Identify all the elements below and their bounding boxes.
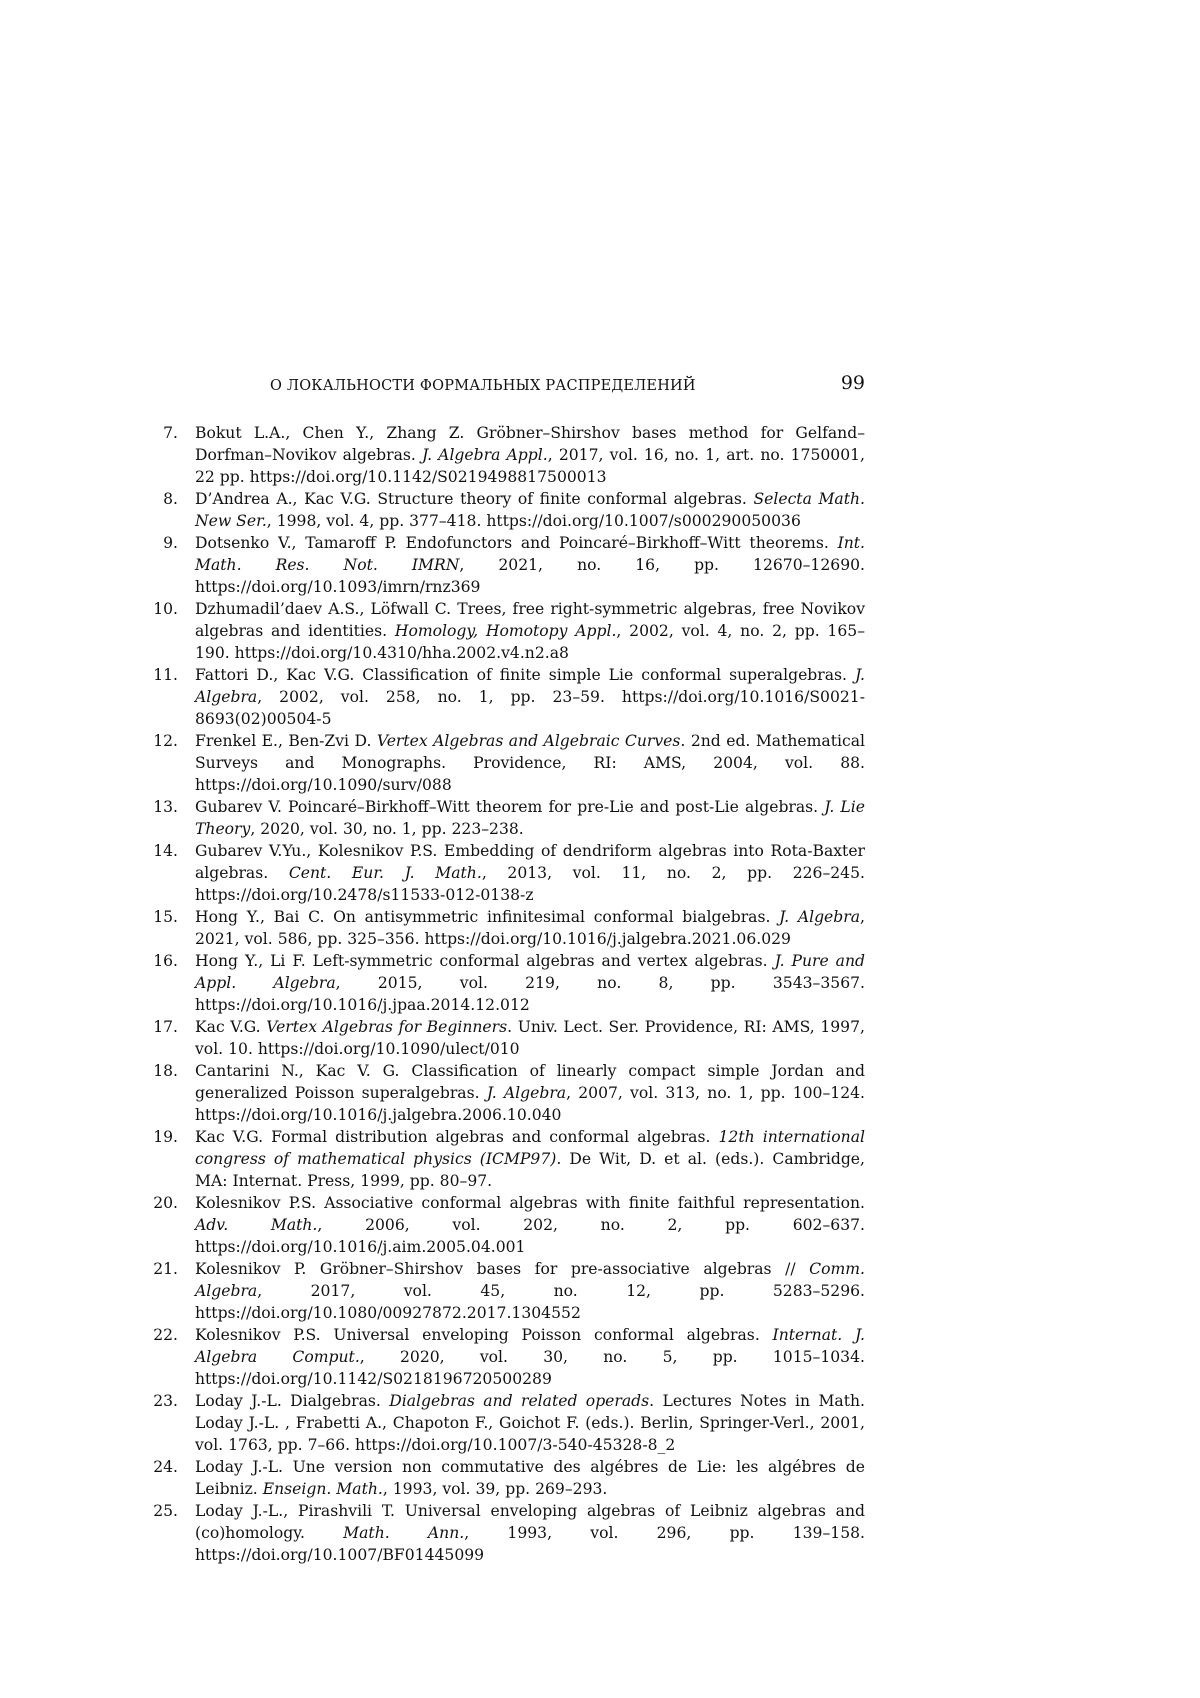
reference-text-segment: , 2017, vol. 45, no. 12, pp. 5283–5296. https://doi.org/10.1080/00927872.2017.1304552 <box>195 1282 865 1322</box>
reference-text-segment: Gubarev V.Yu., Kolesnikov P.S. Embedding of dendriform algebras into Rota-Baxter algebras. <box>195 842 865 882</box>
reference-text <box>195 1016 865 1060</box>
reference-number: 25. <box>153 1502 178 1520</box>
reference-source-title: Enseign. Math. <box>262 1480 383 1498</box>
reference-text-segment: Loday J.-L. Dialgebras. <box>195 1392 390 1410</box>
reference-text-segment: , 1998, vol. 4, pp. 377–418. https://doi.org/10.1007/s000290050036 <box>266 512 801 530</box>
reference-text-segment: , 2013, vol. 11, no. 2, pp. 226–245. https://doi.org/10.2478/s11533-012-0138-z <box>195 864 865 904</box>
reference-item <box>140 598 865 664</box>
reference-text-segment: Fattori D., Kac V.G. Classification of finite simple Lie conformal superalgebras. <box>195 666 855 684</box>
reference-number: 10. <box>153 600 178 618</box>
reference-number: 22. <box>153 1326 178 1344</box>
reference-item <box>140 1324 865 1390</box>
reference-item <box>140 532 865 598</box>
reference-text-segment: Hong Y., Bai C. On antisymmetric infinitesimal conformal bialgebras. <box>195 908 780 926</box>
reference-text-segment: , 2020, vol. 30, no. 5, pp. 1015–1034. https://doi.org/10.1142/S0218196720500289 <box>195 1348 865 1388</box>
reference-text <box>195 1126 865 1192</box>
reference-number: 12. <box>153 732 178 750</box>
reference-text <box>195 1500 865 1566</box>
reference-text-segment: , 1993, vol. 39, pp. 269–293. <box>382 1480 608 1498</box>
reference-source-title: Adv. Math. <box>195 1216 318 1234</box>
reference-number: 13. <box>153 798 178 816</box>
reference-item <box>140 1456 865 1500</box>
reference-number: 20. <box>153 1194 178 1212</box>
page-header <box>195 372 865 402</box>
reference-text-segment: . 2nd ed. Mathematical Surveys and Monographs. Providence, RI: AMS, 2004, vol. 88. https://doi.org/10.1090/surv/088 <box>195 732 865 794</box>
reference-source-title: Dialgebras and related operads <box>389 1392 650 1410</box>
reference-text-segment: Gubarev V. Poincaré–Birkhoff–Witt theorem for pre-Lie and post-Lie algebras. <box>195 798 825 816</box>
reference-number: 18. <box>153 1062 178 1080</box>
reference-item <box>140 488 865 532</box>
reference-source-title: Homology, Homotopy Appl. <box>394 622 617 640</box>
reference-item <box>140 730 865 796</box>
reference-text-segment: Bokut L.A., Chen Y., Zhang Z. Gröbner–Shirshov bases method for Gelfand–Dorfman–Novikov algebras. <box>195 424 865 464</box>
reference-text-segment: , 2021, vol. 586, pp. 325–356. https://doi.org/10.1016/j.jalgebra.2021.06.029 <box>195 908 865 948</box>
reference-text <box>195 1390 865 1456</box>
reference-text-segment: D’Andrea A., Kac V.G. Structure theory of finite conformal algebras. <box>195 490 754 508</box>
reference-number: 15. <box>153 908 178 926</box>
reference-text-segment: Cantarini N., Kac V. G. Classification of linearly compact simple Jordan and generalized Poisson superalgebras. <box>195 1062 865 1102</box>
reference-text-segment: , 1993, vol. 296, pp. 139–158. https://doi.org/10.1007/BF01445099 <box>195 1524 865 1564</box>
reference-text-segment: , 2021, no. 16, pp. 12670–12690. https://doi.org/10.1093/imrn/rnz369 <box>195 556 865 596</box>
reference-source-title: Selecta Math. New Ser. <box>195 490 865 530</box>
reference-text <box>195 488 865 532</box>
reference-item <box>140 664 865 730</box>
reference-text <box>195 730 865 796</box>
reference-text <box>195 840 865 906</box>
reference-text-segment: . Lectures Notes in Math. Loday J.-L. , Frabetti A., Chapoton F., Goichot F. (eds.). Berlin, Springer-Verl., 2001, vol. 1763, pp. 7–66. https://doi.org/10.1007/3-540-45328-8_2 <box>195 1392 865 1454</box>
reference-text-segment: , 2020, vol. 30, no. 1, pp. 223–238. <box>250 820 524 838</box>
reference-number: 8. <box>163 490 178 508</box>
reference-item <box>140 1126 865 1192</box>
reference-text <box>195 906 865 950</box>
reference-text <box>195 1324 865 1390</box>
reference-text-segment: Dzhumadil’daev A.S., Löfwall C. Trees, free right-symmetric algebras, free Novikov algebras and identities. <box>195 600 865 640</box>
reference-text-segment: Loday J.-L. Une version non commutative des algébres de Lie: les algébres de Leibniz. <box>195 1458 865 1498</box>
reference-text <box>195 422 865 488</box>
reference-text-segment: , 2007, vol. 313, no. 1, pp. 100–124. https://doi.org/10.1016/j.jalgebra.2006.10.040 <box>195 1084 865 1124</box>
reference-number: 19. <box>153 1128 178 1146</box>
reference-text-segment: , 2002, vol. 4, no. 2, pp. 165–190. https://doi.org/10.4310/hha.2002.v4.n2.a8 <box>195 622 865 662</box>
reference-text-segment: Frenkel E., Ben-Zvi D. <box>195 732 377 750</box>
reference-item <box>140 422 865 488</box>
reference-source-title: Vertex Algebras for Beginners <box>266 1018 508 1036</box>
reference-text <box>195 1258 865 1324</box>
reference-list <box>140 422 865 1566</box>
reference-source-title: Internat. J. Algebra Comput. <box>195 1326 866 1366</box>
reference-item <box>140 1258 865 1324</box>
reference-item <box>140 1060 865 1126</box>
reference-number: 9. <box>163 534 178 552</box>
reference-item <box>140 1192 865 1258</box>
reference-item <box>140 906 865 950</box>
reference-number: 14. <box>153 842 178 860</box>
reference-text-segment: , 2015, vol. 219, no. 8, pp. 3543–3567. https://doi.org/10.1016/j.jpaa.2014.12.012 <box>195 974 865 1014</box>
reference-source-title: J. Pure and Appl. Algebra <box>195 952 865 992</box>
reference-source-title: 12th international congress of mathematical physics (ICMP97) <box>195 1128 865 1168</box>
reference-text-segment: Kolesnikov P.S. Universal enveloping Poisson conformal algebras. <box>195 1326 773 1344</box>
reference-item <box>140 1500 865 1566</box>
reference-text-segment: Dotsenko V., Tamaroff P. Endofunctors and Poincaré–Birkhoff–Witt theorems. <box>195 534 838 552</box>
reference-source-title: J. Algebra Appl. <box>422 446 548 464</box>
reference-item <box>140 1016 865 1060</box>
page-number: 99 <box>840 372 865 394</box>
reference-text <box>195 796 865 840</box>
reference-text-segment: Kac V.G. Formal distribution algebras and conformal algebras. <box>195 1128 719 1146</box>
reference-source-title: Comm. Algebra <box>195 1260 865 1300</box>
reference-text <box>195 598 865 664</box>
reference-source-title: Int. Math. Res. Not. IMRN <box>195 534 865 574</box>
reference-number: 17. <box>153 1018 178 1036</box>
reference-source-title: Math. Ann. <box>343 1524 465 1542</box>
reference-source-title: Vertex Algebras and Algebraic Curves <box>376 732 681 750</box>
reference-text-segment: , 2017, vol. 16, no. 1, art. no. 1750001, 22 pp. https://doi.org/10.1142/S0219498817500013 <box>195 446 866 486</box>
reference-item <box>140 950 865 1016</box>
reference-number: 21. <box>153 1260 178 1278</box>
reference-text-segment: , 2006, vol. 202, no. 2, pp. 602–637. https://doi.org/10.1016/j.aim.2005.04.001 <box>195 1216 865 1256</box>
reference-number: 16. <box>153 952 178 970</box>
reference-text-segment: Kac V.G. <box>195 1018 267 1036</box>
reference-text-segment: Kolesnikov P.S. Associative conformal algebras with finite faithful representation. <box>195 1194 865 1212</box>
reference-source-title: J. Lie Theory <box>195 798 865 838</box>
reference-source-title: J. Algebra <box>195 666 865 706</box>
reference-text <box>195 1192 865 1258</box>
reference-source-title: J. Algebra <box>486 1084 567 1102</box>
reference-number: 11. <box>153 666 178 684</box>
reference-item <box>140 840 865 906</box>
reference-text <box>195 532 865 598</box>
reference-number: 24. <box>153 1458 178 1476</box>
reference-number: 7. <box>163 424 178 442</box>
reference-text-segment: . Univ. Lect. Ser. Providence, RI: AMS, 1997, vol. 10. https://doi.org/10.1090/ulect/010 <box>195 1018 865 1058</box>
reference-text-segment: , 2002, vol. 258, no. 1, pp. 23–59. https://doi.org/10.1016/S0021-8693(02)00504-5 <box>195 688 865 728</box>
reference-source-title: Cent. Eur. J. Math. <box>288 864 482 882</box>
reference-text <box>195 1060 865 1126</box>
reference-number: 23. <box>153 1392 178 1410</box>
reference-text <box>195 950 865 1016</box>
reference-text-segment: Hong Y., Li F. Left-symmetric conformal algebras and vertex algebras. <box>195 952 775 970</box>
reference-item <box>140 1390 865 1456</box>
reference-text <box>195 1456 865 1500</box>
reference-item <box>140 796 865 840</box>
reference-text-segment: Loday J.-L., Pirashvili T. Universal enveloping algebras of Leibniz algebras and (co)homology. <box>195 1502 865 1542</box>
running-title: О ЛОКАЛЬНОСТИ ФОРМАЛЬНЫХ РАСПРЕДЕЛЕНИЙ <box>270 378 696 394</box>
reference-text-segment: . De Wit, D. et al. (eds.). Cambridge, MA: Internat. Press, 1999, pp. 80–97. <box>195 1150 865 1190</box>
reference-source-title: J. Algebra <box>779 908 861 926</box>
reference-text-segment: Kolesnikov P. Gröbner–Shirshov bases for pre-associative algebras // <box>195 1260 810 1278</box>
reference-text <box>195 664 865 730</box>
